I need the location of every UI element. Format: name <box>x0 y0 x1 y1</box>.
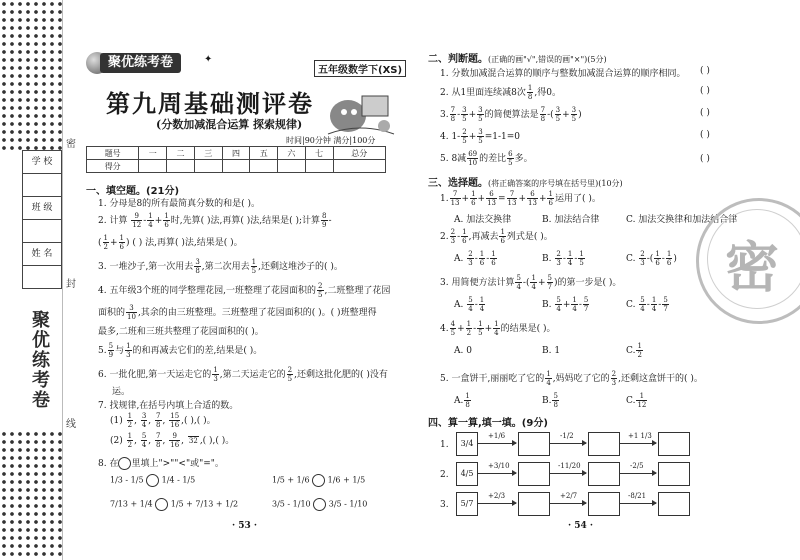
score-cell[interactable] <box>250 160 278 173</box>
class-field[interactable] <box>22 196 62 243</box>
score-header-cell: 四 <box>222 147 250 160</box>
score-cell[interactable] <box>167 160 195 173</box>
flow-row-3-start: 5/7 <box>456 492 478 516</box>
choice-q5-option-a[interactable]: A. $\frac{1}{8}$ <box>454 392 470 409</box>
flow-answer-box[interactable] <box>658 432 690 456</box>
flow-row-3-label: 3. <box>440 500 449 510</box>
section2-heading-line: 二、判断题。(正确的画"√",错误的画"×")(5分) <box>428 54 607 65</box>
choice-q4-option-b[interactable]: B. 1 <box>542 346 561 356</box>
fill-q2-line1: 2. 计算 $\frac{9}{12}$ - $\frac{1}{4}$ + $\frac{1}{6}$ 时,先算( )法,再算( )法,结果是( );计算 $\frac{8}{9}$ - <box>98 212 332 229</box>
star-icon: ✦ <box>204 54 213 65</box>
school-field[interactable] <box>22 150 62 197</box>
score-header-cell: 三 <box>194 147 222 160</box>
binding-label-feng: 封 <box>66 279 76 290</box>
choice-q3-option-b[interactable]: B. $\frac{5}{4}$ + $\frac{1}{4}$ - $\frac{5}{7}$ <box>542 296 589 313</box>
flow-answer-box[interactable] <box>658 492 690 516</box>
left-page <box>86 0 416 560</box>
choice-q1-option-a[interactable]: A. 加法交换律 <box>454 215 512 225</box>
flow-arrow <box>478 443 516 444</box>
flow-op: +1 1/3 <box>628 432 652 440</box>
choice-q3-option-a[interactable]: A. $\frac{5}{4}$ - $\frac{1}{4}$ <box>454 296 485 313</box>
judge-q5-answer[interactable]: ( ) <box>700 154 710 164</box>
page-title: 第九周基础测评卷 <box>106 90 314 118</box>
choice-q2-option-a[interactable]: A. $\frac{2}{3}$ - $\frac{1}{6}$ - $\frac{1}{6}$ <box>454 250 496 267</box>
flow-answer-box[interactable] <box>518 462 550 486</box>
fill-q5: 5. $\frac{5}{9}$ 与 $\frac{1}{3}$ 的和再减去它们的差,结果是( )。 <box>98 342 263 359</box>
score-cell[interactable] <box>222 160 250 173</box>
judge-q5: 5. 8减 $\frac{69}{10}$ 的差比 $\frac{6}{5}$ 多。 <box>440 150 533 167</box>
judge-q2: 2. 从1里面连续减8次 $\frac{1}{8}$ ,得0。 <box>440 84 561 101</box>
judge-q3: 3. $\frac{7}{8}$ - $\frac{3}{5}$ + $\frac{3}{5}$ 的简便算法是 $\frac{7}{8}$ -( $\frac{3}{5}$ + $\frac{3}{5}$ ) <box>440 106 582 123</box>
choice-q2: 2. $\frac{2}{3}$ - $\frac{1}{6}$ ,再减去 $\frac{1}{6}$ 列式是( )。 <box>440 228 553 245</box>
compare-circle[interactable] <box>312 474 325 487</box>
compare-circle[interactable] <box>313 498 326 511</box>
compare-row2-left: 7/13 + 1/4 1/5 + 7/13 + 1/2 <box>110 498 238 511</box>
brand-logo: 聚优练考卷 ✦ <box>86 50 286 76</box>
flow-row-2-label: 2. <box>440 470 449 480</box>
name-label: 姓 名 <box>23 243 61 266</box>
flow-row-1-label: 1. <box>440 440 449 450</box>
compare-circle[interactable] <box>146 474 159 487</box>
flow-answer-box[interactable] <box>588 462 620 486</box>
score-cell[interactable] <box>139 160 167 173</box>
judge-q2-answer[interactable]: ( ) <box>700 86 710 96</box>
choice-q3: 3. 用简便方法计算 $\frac{5}{4}$ -( $\frac{1}{4}$ + $\frac{5}{7}$ )的第一步是( )。 <box>440 274 622 291</box>
flow-op: +2/3 <box>488 492 506 500</box>
judge-q4-answer[interactable]: ( ) <box>700 130 710 140</box>
page-number-right: · 54 · <box>568 521 594 531</box>
compare-row1-left: 1/3 - 1/5 1/4 - 1/5 <box>110 474 195 487</box>
judge-q1: 1. 分数加减混合运算的顺序与整数加减混合运算的顺序相同。 <box>440 69 686 79</box>
flow-op: -11/20 <box>558 462 581 470</box>
dot-pattern-bottom <box>0 430 62 560</box>
fill-q6-line2: 运。 <box>112 387 131 397</box>
fill-q7-1: (1) $\frac{1}{2}$ , $\frac{3}{4}$ , $\frac{7}{8}$ , $\frac{15}{16}$ ,( ),( )。 <box>110 412 216 429</box>
flow-arrow <box>620 503 656 504</box>
time-info: 时间|90分钟 满分|100分 <box>286 136 376 145</box>
judge-q1-answer[interactable]: ( ) <box>700 66 710 76</box>
choice-q2-option-b[interactable]: B. $\frac{2}{3}$ - $\frac{1}{4}$ - $\frac{1}{5}$ <box>542 250 584 267</box>
section3-heading-line: 三、选择题。(将正确答案的序号填在括号里)(10分) <box>428 178 623 189</box>
flow-row-2-start: 4/5 <box>456 462 478 486</box>
choice-q2-option-c[interactable]: C. $\frac{2}{3}$ -( $\frac{1}{6}$ - $\frac{1}{6}$ ) <box>626 250 677 267</box>
compare-row2-right: 3/5 - 1/10 3/5 - 1/10 <box>272 498 367 511</box>
score-header-cell: 总分 <box>333 147 385 160</box>
choice-q3-option-c[interactable]: C. $\frac{5}{4}$ - $\frac{1}{4}$ - $\frac{5}{7}$ <box>626 296 668 313</box>
flow-op: -1/2 <box>560 432 574 440</box>
choice-q5: 5. 一盒饼干,丽丽吃了它的 $\frac{1}{4}$ ,妈妈吃了它的 $\frac{2}{3}$ ,还剩这盒饼干的( )。 <box>440 370 703 387</box>
school-label: 学 校 <box>23 151 61 174</box>
choice-q1-option-c[interactable]: C. 加法交换律和加法结合律 <box>626 215 738 225</box>
flow-op: -2/5 <box>630 462 644 470</box>
secret-stamp-icon: 密 <box>696 198 800 324</box>
flow-op: +2/7 <box>560 492 578 500</box>
score-header-cell: 题号 <box>87 147 139 160</box>
score-cell[interactable] <box>305 160 333 173</box>
score-header-cell: 二 <box>167 147 195 160</box>
fill-q2-line2: ( $\frac{1}{2}$ + $\frac{1}{6}$ ) ( ) 法,再算( )法,结果是( )。 <box>98 234 243 251</box>
score-header-cell: 一 <box>139 147 167 160</box>
fill-q4-line2: 面积的 $\frac{3}{10}$ ,其余的由三班整理。三班整理了花园面积的( )。( )班整理得 <box>98 304 377 321</box>
fill-q8: 8. 在 里填上">""<"或"="。 <box>98 459 224 469</box>
dot-pattern-top <box>0 0 62 150</box>
score-row-label: 得分 <box>87 160 139 173</box>
judge-q3-answer[interactable]: ( ) <box>700 108 710 118</box>
compare-circle[interactable] <box>155 498 168 511</box>
cartoon-illustration-icon <box>324 86 396 138</box>
page-subtitle: (分数加减混合运算 探索规律) <box>156 118 303 131</box>
grade-badge: 五年级数学下(XS) <box>314 60 406 77</box>
flow-answer-box[interactable] <box>518 432 550 456</box>
flow-answer-box[interactable] <box>518 492 550 516</box>
score-cell[interactable] <box>333 160 385 173</box>
fill-q7-2: (2) $\frac{1}{2}$ , $\frac{5}{4}$ , $\frac{7}{8}$ , $\frac{9}{16}$ , 32 ,( ),( )。 <box>110 432 235 449</box>
vertical-logo: 聚优练考卷 <box>29 310 50 410</box>
page-number-left: · 53 · <box>232 521 258 531</box>
compare-circle-icon <box>118 457 131 470</box>
judge-q4: 4. 1- $\frac{2}{5}$ + $\frac{3}{5}$ =1-1=0 <box>440 128 521 145</box>
flow-arrow <box>620 473 656 474</box>
flow-arrow <box>550 443 586 444</box>
flow-answer-box[interactable] <box>588 492 620 516</box>
flow-answer-box[interactable] <box>658 462 690 486</box>
choice-q1: 1. $\frac{7}{13}$ + $\frac{1}{6}$ + $\frac{6}{13}$ = $\frac{7}{13}$ + $\frac{6}{13}$ + $\frac{1}{6}$ 运用了( )。 <box>440 190 601 207</box>
choice-q1-option-b[interactable]: B. 加法结合律 <box>542 215 600 225</box>
score-header-cell: 六 <box>278 147 306 160</box>
fill-q4-line1: 4. 五年级3个班的同学整理花园,一班整理了花园面积的 $\frac{2}{5}$ ,二班整理了花园 <box>98 282 391 299</box>
flow-answer-box[interactable] <box>588 432 620 456</box>
choice-q5-option-c[interactable]: C. $\frac{1}{12}$ <box>626 392 647 409</box>
flow-arrow <box>478 473 516 474</box>
score-cell[interactable] <box>194 160 222 173</box>
score-table <box>86 146 386 173</box>
fill-q4-line3: 最多,二班和三班共整理了花园面积的( )。 <box>98 327 264 337</box>
flow-arrow <box>550 473 586 474</box>
choice-q4-option-c[interactable]: C. $\frac{1}{2}$ <box>626 342 642 359</box>
binding-label-xian: 线 <box>66 419 76 430</box>
name-field[interactable] <box>22 242 62 289</box>
fill-q6-line1: 6. 一批化肥,第一天运走它的 $\frac{1}{3}$ ,第二天运走它的 $\frac{2}{5}$ ,还剩这批化肥的( )没有 <box>98 366 388 383</box>
compare-row1-right: 1/5 + 1/6 1/6 + 1/5 <box>272 474 365 487</box>
score-header-cell: 七 <box>305 147 333 160</box>
score-cell[interactable] <box>278 160 306 173</box>
flow-arrow <box>478 503 516 504</box>
flow-arrow <box>550 503 586 504</box>
section4-heading: 四、算一算,填一填。(9分) <box>428 418 548 429</box>
flow-row-1-start: 3/4 <box>456 432 478 456</box>
choice-q4-option-a[interactable]: A. 0 <box>454 346 472 356</box>
binding-label-mi: 密 <box>66 139 76 150</box>
fill-q3: 3. 一堆沙子,第一次用去 $\frac{3}{8}$ ,第二次用去 $\frac{1}{5}$ ,还剩这堆沙子的( )。 <box>98 258 343 275</box>
flow-op: +1/6 <box>488 432 506 440</box>
fill-q7: 7. 找规律,在括号内填上合适的数。 <box>98 401 239 411</box>
flow-op: +3/10 <box>488 462 510 470</box>
section1-heading: 一、填空题。(21分) <box>86 186 180 197</box>
choice-q5-option-b[interactable]: B. $\frac{5}{8}$ <box>542 392 558 409</box>
class-label: 班 级 <box>23 197 61 220</box>
choice-q4: 4. $\frac{4}{5}$ + $\frac{1}{2}$ - $\frac{1}{5}$ + $\frac{1}{4}$ 的结果是( )。 <box>440 320 556 337</box>
flow-arrow <box>620 443 656 444</box>
fill-q1: 1. 分母是8的所有最简真分数的和是( )。 <box>98 199 261 209</box>
flow-op: -8/21 <box>628 492 647 500</box>
score-header-cell: 五 <box>250 147 278 160</box>
